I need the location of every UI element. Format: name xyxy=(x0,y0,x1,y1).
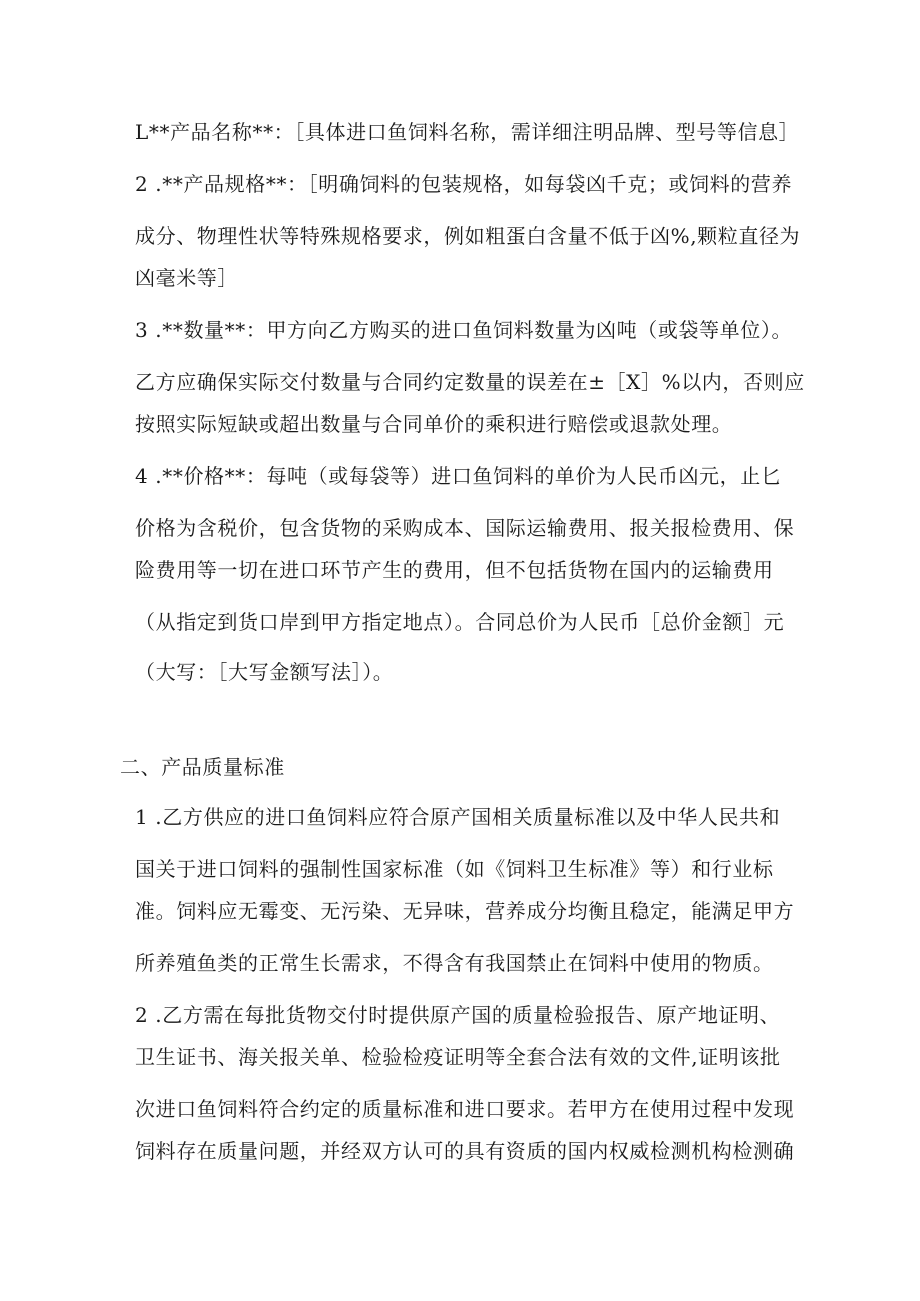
clause-4-price-cont2: 险费用等一切在进口环节产生的费用，但不包括货物在国内的运输费用 xyxy=(135,558,774,582)
section-heading-quality: 二、产品质量标准 xyxy=(120,755,285,779)
quality-clause-2: 2 .乙方需在每批货物交付时提供原产国的质量检验报告、原产地证明、 xyxy=(135,1003,781,1027)
clause-3-quantity-cont: 乙方应确保实际交付数量与合同约定数量的误差在±［X］%以内，否则应 xyxy=(135,370,805,394)
clause-1-product-name: L**产品名称**：［具体进口鱼饲料名称，需详细注明品牌、型号等信息］ xyxy=(135,120,800,144)
clause-4-price: 4 .**价格**：每吨（或每袋等）进口鱼饲料的单价为人民币凶元，止匕 xyxy=(135,464,782,488)
quality-clause-1-cont: 国关于进口饲料的强制性国家标准（如《饲料卫生标准》等）和行业标 xyxy=(135,857,774,881)
clause-2-product-spec-end: 凶毫米等］ xyxy=(135,266,238,290)
clause-3-quantity: 3 .**数量**：甲方向乙方购买的进口鱼饲料数量为凶吨（或袋等单位）。 xyxy=(135,318,793,342)
clause-4-price-cont3: （从指定到货口岸到甲方指定地点）。合同总价为人民币［总价金额］元 xyxy=(135,610,785,634)
clause-2-product-spec: 2 .**产品规格**：［明确饲料的包装规格，如每袋凶千克；或饲料的营养 xyxy=(135,172,793,196)
quality-clause-1-cont2: 准。饲料应无霉变、无污染、无异味，营养成分均衡且稳定，能满足甲方 xyxy=(135,899,795,923)
clause-4-price-cont: 价格为含税价，包含货物的采购成本、国际运输费用、报关报检费用、保 xyxy=(135,516,795,540)
clause-3-quantity-end: 按照实际短缺或超出数量与合同单价的乘积进行赔偿或退款处理。 xyxy=(135,412,733,436)
quality-clause-2-cont3: 饲料存在质量问题，并经双方认可的具有资质的国内权威检测机构检测确 xyxy=(135,1139,795,1163)
quality-clause-1: 1 .乙方供应的进口鱼饲料应符合原产国相关质量标准以及中华人民共和 xyxy=(135,805,781,829)
clause-2-product-spec-cont: 成分、物理性状等特殊规格要求，例如粗蛋白含量不低于凶%,颗粒直径为 xyxy=(135,224,801,248)
quality-clause-2-cont2: 次进口鱼饲料符合约定的质量标准和进口要求。若甲方在使用过程中发现 xyxy=(135,1097,795,1121)
quality-clause-1-end: 所养殖鱼类的正常生长需求，不得含有我国禁止在饲料中使用的物质。 xyxy=(135,951,774,975)
quality-clause-2-cont: 卫生证书、海关报关单、检验检疫证明等全套合法有效的文件,证明该批 xyxy=(135,1045,781,1069)
clause-4-price-end: （大写：［大写金额写法］）。 xyxy=(135,660,394,684)
